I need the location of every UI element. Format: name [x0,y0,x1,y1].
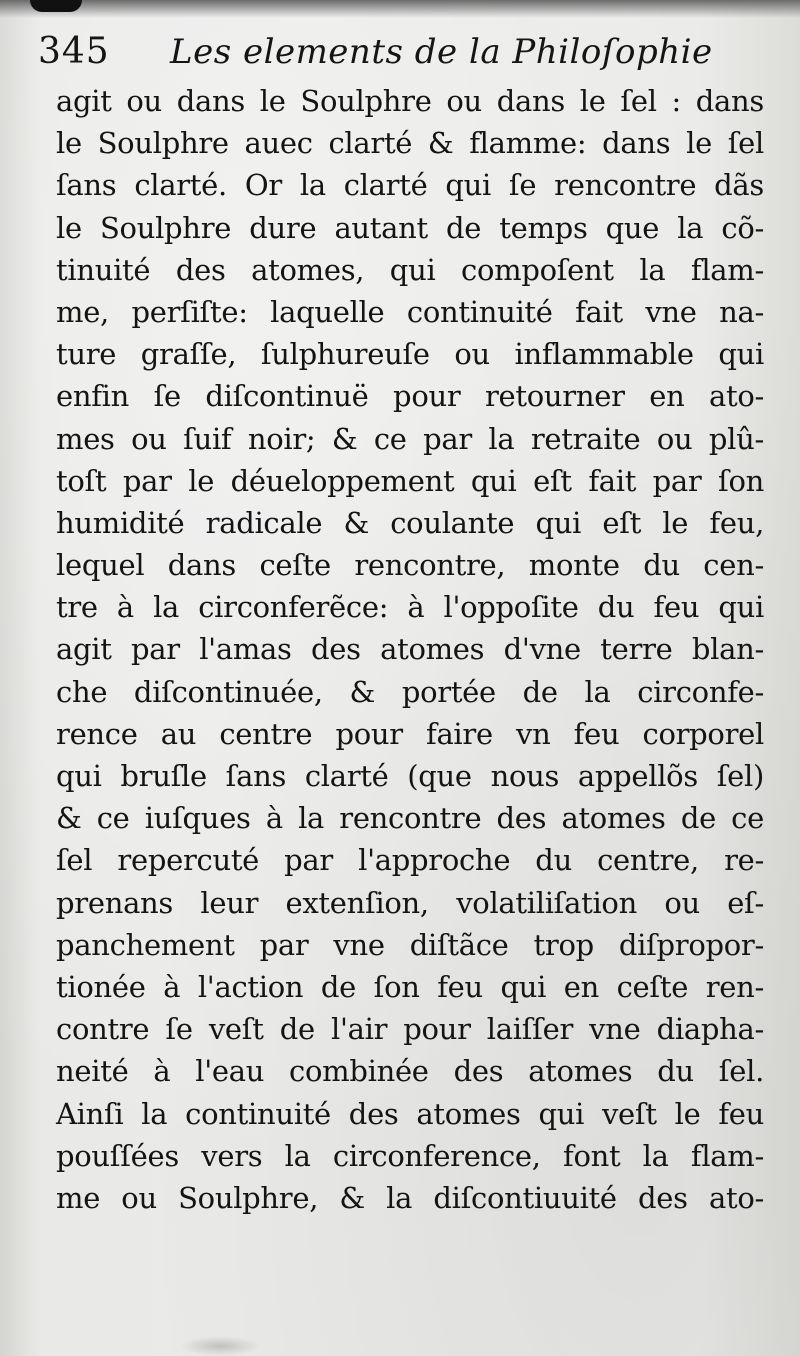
text-line: panchement par vne diſtãce trop diſpropor- [56,927,764,962]
text-line: qui bruſle ſans clarté (que nous appellõs ſel) [56,759,764,793]
text-line: neité à l'eau combinée des atomes du ſel. [56,1054,764,1089]
text-line: prenans leur extenſion, volatiliſation ou eſ- [56,885,764,920]
text-line: agit par l'amas des atomes d'vne terre blan- [56,632,764,667]
text-line: mes ou ſuif noir; & ce par la retraite ou plû- [56,421,764,456]
text-line: tre à la circonferẽce: à l'oppoſite du feu qui [56,590,764,625]
text-line: tinuité des atomes, qui compoſent la flam- [56,252,764,287]
text-line: le Soulphre dure autant de temps que la cõ- [56,210,764,245]
page-header [38,26,778,78]
text-line: toſt par le déueloppement qui eſt fait par ſon [56,463,764,498]
text-line: che diſcontinuée, & portée de la circonfe- [56,674,764,709]
text-line: ture graſſe, ſulphureuſe ou inflammable qui [56,337,764,372]
text-line: Ainſi la continuité des atomes qui veſt le feu [56,1096,764,1131]
text-line: me, perſiſte: laquelle continuité fait vne na- [56,294,764,329]
text-line: ſel repercuté par l'approche du centre, re- [56,843,764,878]
text-line: humidité radicale & coulante qui eſt le feu, [56,505,764,540]
page-number: 345 [38,31,110,72]
text-line: agit ou dans le Soulphre ou dans le ſel : dans [56,84,764,118]
text-line: me ou Soulphre, & la diſcontiuuité des ato- [56,1180,764,1215]
top-edge-shadow [0,0,800,18]
running-head: Les elements de la Philoſophie [170,32,713,72]
ink-blot [30,0,82,12]
text-line: contre ſe veſt de l'air pour laiſſer vne diapha- [56,1012,764,1047]
text-line: rence au centre pour faire vn feu corporel [56,716,764,751]
text-line: & ce iuſques à la rencontre des atomes de ce [56,801,764,836]
text-line: tionée à l'action de ſon feu qui en ceſte ren- [56,969,764,1004]
body-text [56,80,764,1219]
text-line: lequel dans ceſte rencontre, monte du cen- [56,548,764,583]
show-through-stain [180,1336,260,1356]
text-line: le Soulphre auec clarté & flamme: dans le ſel [56,126,764,161]
text-line: pouſſées vers la circonference, font la flam- [56,1138,764,1173]
text-line: ſans clarté. Or la clarté qui ſe rencontre dãs [56,168,764,203]
text-line: enfin ſe diſcontinuë pour retourner en ato- [56,379,764,414]
